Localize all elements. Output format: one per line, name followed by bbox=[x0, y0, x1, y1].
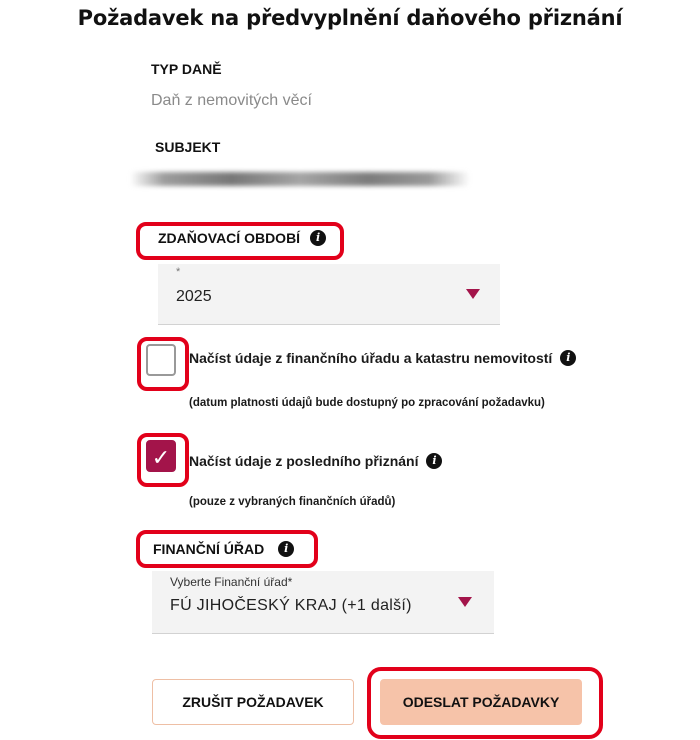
subject-value-redacted bbox=[130, 172, 470, 186]
checkbox-office-note: (datum platnosti údajů bude dostupný po zpracování požadavku) bbox=[189, 397, 545, 409]
checkbox-last[interactable] bbox=[146, 440, 176, 472]
period-select-value: 2025 bbox=[176, 288, 212, 305]
checkbox-office[interactable] bbox=[146, 344, 176, 376]
period-label: ZDAŇOVACÍ OBDOBÍ bbox=[158, 230, 301, 246]
office-select-value: FÚ JIHOČESKÝ KRAJ (+1 další) bbox=[170, 597, 412, 614]
submit-requests-button[interactable]: ODESLAT POŽADAVKY bbox=[380, 679, 582, 725]
office-select-placeholder: Vyberte Finanční úřad* bbox=[170, 575, 293, 589]
info-icon[interactable]: i bbox=[278, 541, 294, 557]
office-label: FINANČNÍ ÚŘAD bbox=[153, 541, 265, 557]
checkbox-last-label-group bbox=[189, 453, 442, 469]
office-label-group bbox=[153, 541, 294, 557]
checkbox-last-label: Načíst údaje z posledního přiznání bbox=[189, 453, 419, 469]
info-icon[interactable]: i bbox=[426, 453, 442, 469]
checkbox-last-note: (pouze z vybraných finančních úřadů) bbox=[189, 496, 396, 508]
subject-label: SUBJEKT bbox=[155, 139, 221, 155]
triangle-down-icon bbox=[458, 597, 472, 607]
checkbox-office-label: Načíst údaje z finančního úřadu a katastru nemovitostí bbox=[189, 350, 553, 366]
page-title: Požadavek na předvyplnění daňového přiznání bbox=[77, 6, 623, 30]
period-select[interactable] bbox=[158, 264, 500, 325]
tax-type-label: TYP DANĚ bbox=[151, 61, 222, 77]
office-select[interactable] bbox=[152, 571, 494, 634]
triangle-down-icon bbox=[466, 289, 480, 299]
info-icon[interactable]: i bbox=[310, 230, 326, 246]
period-label-group bbox=[158, 230, 326, 246]
checkmark-icon: ✓ bbox=[151, 445, 171, 470]
tax-type-value: Daň z nemovitých věcí bbox=[151, 92, 312, 109]
checkbox-office-label-group bbox=[189, 350, 576, 366]
info-icon[interactable]: i bbox=[560, 350, 576, 366]
required-mark: * bbox=[176, 266, 181, 278]
cancel-request-button[interactable]: ZRUŠIT POŽADAVEK bbox=[152, 679, 354, 725]
